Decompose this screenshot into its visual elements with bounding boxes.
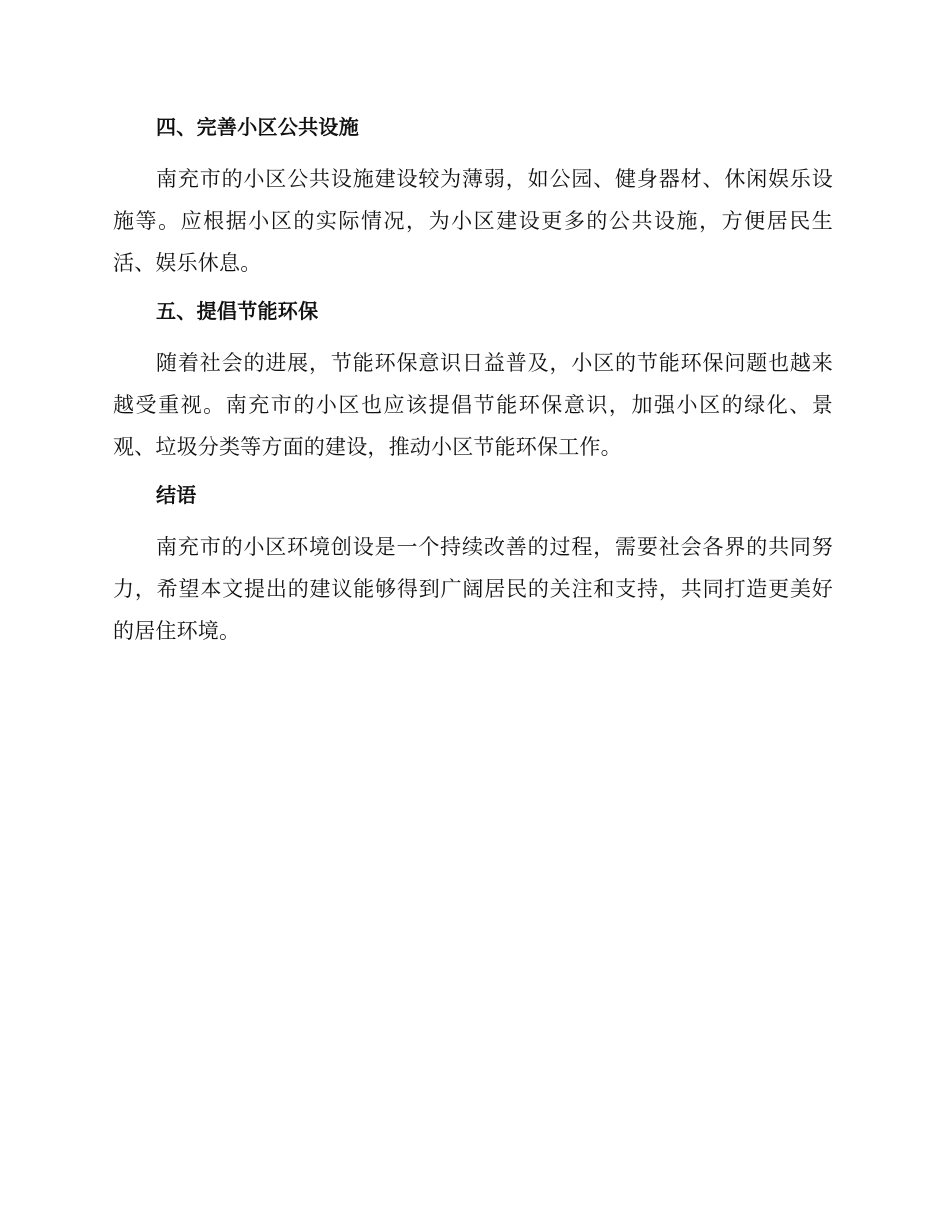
section-energy-saving <box>113 296 833 468</box>
section-paragraph: 南充市的小区环境创设是一个持续改善的过程，需要社会各界的共同努力，希望本文提出的建议能够得到广阔居民的关注和支持，共同打造更美好的居住环境。 <box>113 535 833 643</box>
section-heading: 五、提倡节能环保 <box>156 299 319 323</box>
section-paragraph: 随着社会的进展，节能环保意识日益普及，小区的节能环保问题也越来越受重视。南充市的小区也应该提倡节能环保意识，加强小区的绿化、景观、垃圾分类等方面的建设，推动小区节能环保工作。 <box>113 351 833 459</box>
section-heading: 结语 <box>156 483 197 507</box>
section-facilities <box>113 112 833 284</box>
section-conclusion <box>113 480 833 652</box>
document-body <box>113 112 833 664</box>
section-paragraph: 南充市的小区公共设施建设较为薄弱，如公园、健身器材、休闲娱乐设施等。应根据小区的实际情况，为小区建设更多的公共设施，方便居民生活、娱乐休息。 <box>113 167 833 275</box>
section-heading: 四、完善小区公共设施 <box>156 115 359 139</box>
